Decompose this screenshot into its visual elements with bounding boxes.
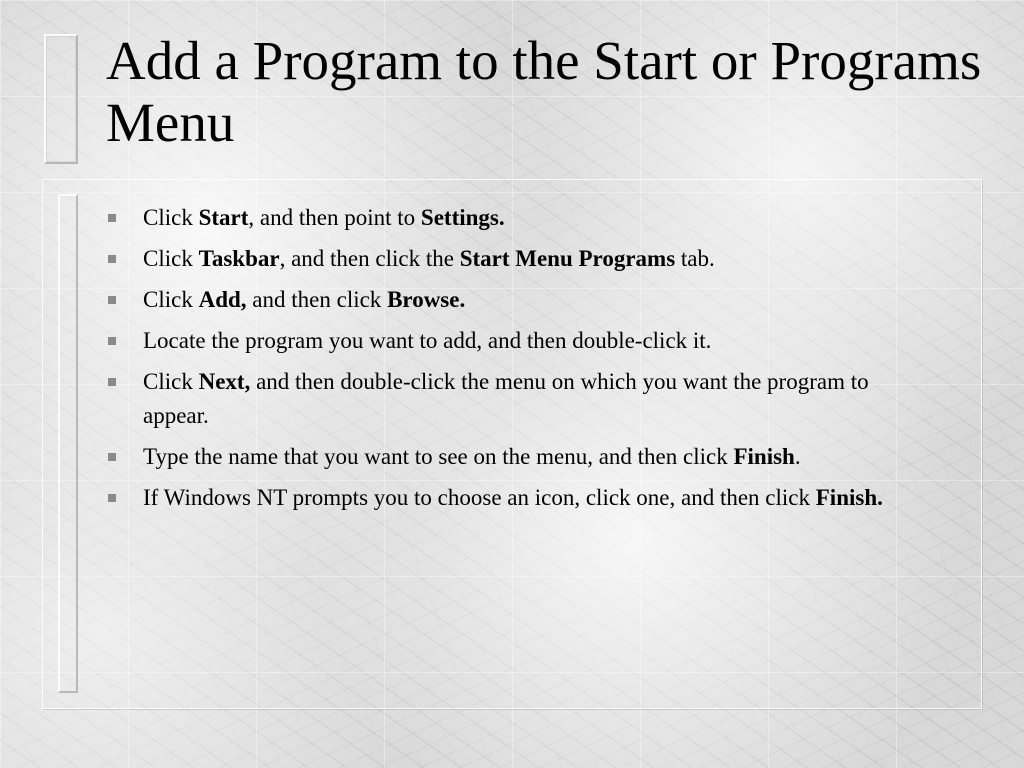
square-bullet-icon bbox=[108, 453, 116, 461]
square-bullet-icon bbox=[108, 255, 116, 263]
bullet-emphasis-text: Finish bbox=[733, 444, 795, 469]
bullet-emphasis-text: Finish. bbox=[815, 485, 883, 510]
square-bullet-icon bbox=[108, 494, 116, 502]
bullet-text: Type the name that you want to see on the menu, and then click bbox=[143, 444, 734, 469]
bullet-item bbox=[108, 242, 928, 276]
square-bullet-icon bbox=[108, 378, 116, 386]
body-decoration bbox=[58, 194, 78, 693]
square-bullet-icon bbox=[108, 214, 116, 222]
bullet-item bbox=[108, 324, 928, 358]
title-decoration bbox=[44, 34, 78, 164]
bullet-text: . bbox=[794, 444, 801, 469]
bullet-text: Click bbox=[143, 246, 199, 271]
bullet-text: Click bbox=[143, 287, 199, 312]
bullet-text: tab. bbox=[675, 246, 715, 271]
bullet-text: , and then point to bbox=[248, 205, 421, 230]
bullet-emphasis-text: Start Menu Programs bbox=[459, 246, 676, 271]
bullet-emphasis-text: Settings. bbox=[420, 205, 505, 230]
bullet-emphasis-text: Taskbar bbox=[198, 246, 280, 271]
bullet-text: Locate the program you want to add, and then double-click it. bbox=[143, 328, 712, 353]
bullet-text: and then click bbox=[246, 287, 388, 312]
bullet-emphasis-text: Start bbox=[198, 205, 249, 230]
bullet-list bbox=[108, 201, 928, 522]
bullet-emphasis-text: Add, bbox=[198, 287, 247, 312]
bullet-item bbox=[108, 440, 928, 474]
bullet-text: Click bbox=[143, 205, 199, 230]
bullet-emphasis-text: Browse. bbox=[387, 287, 466, 312]
bullet-text: Click bbox=[143, 369, 199, 394]
bullet-item bbox=[108, 201, 928, 235]
bullet-text: , and then click the bbox=[279, 246, 460, 271]
square-bullet-icon bbox=[108, 296, 116, 304]
bullet-text: If Windows NT prompts you to choose an icon, click one, and then click bbox=[143, 485, 816, 510]
bullet-emphasis-text: Next, bbox=[198, 369, 251, 394]
bullet-item bbox=[108, 283, 928, 317]
bullet-item bbox=[108, 365, 928, 433]
bullet-item bbox=[108, 481, 928, 515]
slide-title: Add a Program to the Start or Programs Menu bbox=[106, 30, 982, 153]
square-bullet-icon bbox=[108, 337, 116, 345]
bullet-text: and then double-click the menu on which you want the program to appear. bbox=[143, 369, 869, 428]
